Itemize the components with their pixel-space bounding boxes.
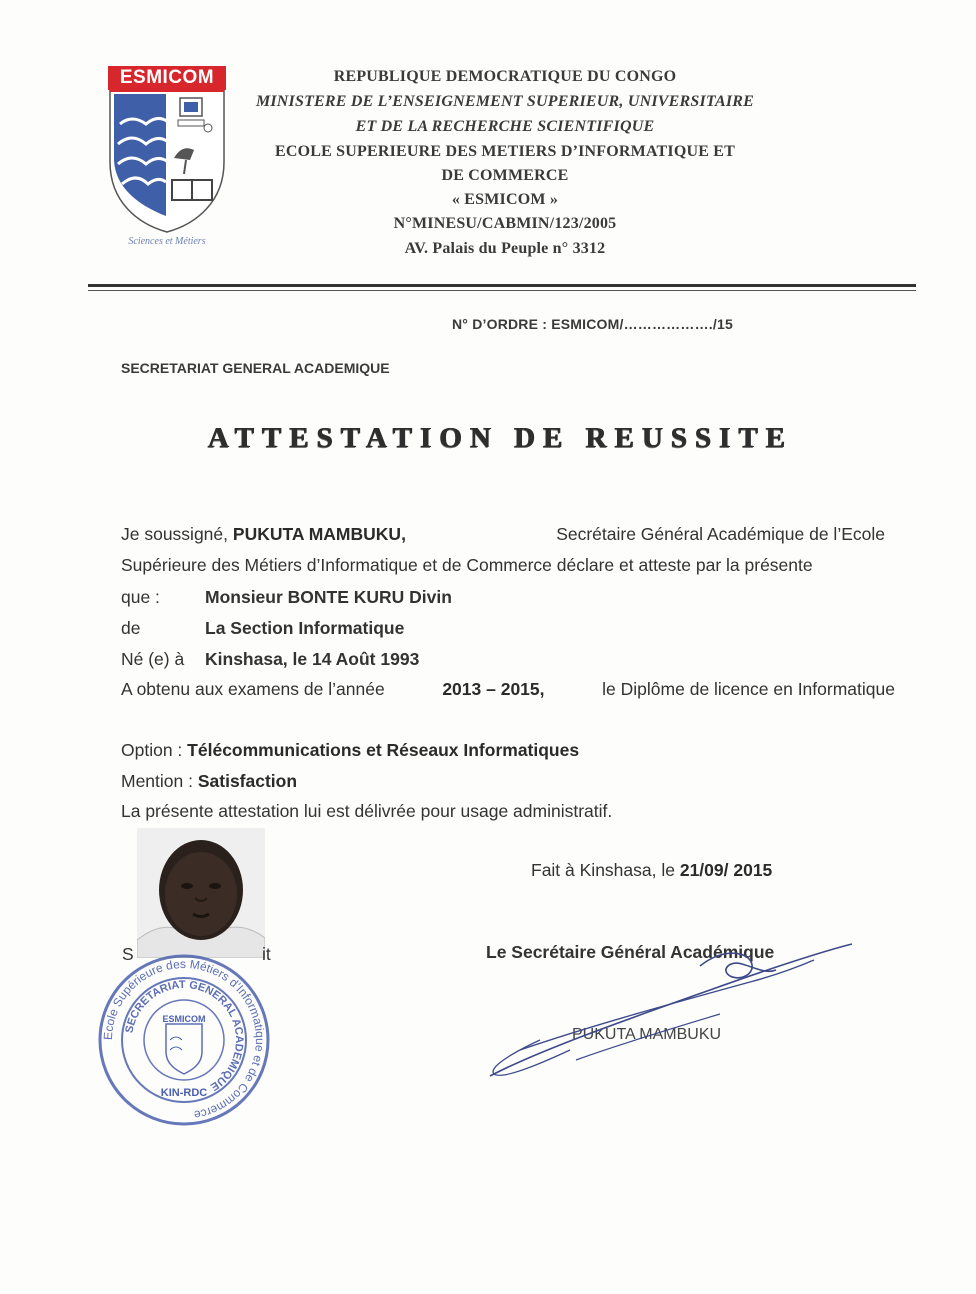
stamp-logo-text: ESMICOM — [162, 1014, 206, 1024]
signatory-title: Le Secrétaire Général Académique — [486, 942, 775, 962]
signer-name: PUKUTA MAMBUKU, — [232, 524, 406, 544]
exam-years: 2013 – 2015, — [442, 679, 545, 699]
official-stamp — [94, 950, 274, 1130]
body-line-2: Supérieure des Métiers d’Informatique et de Commerce déclare et atteste par la présente — [121, 555, 813, 575]
option-value: Télécommunications et Réseaux Informatiques — [187, 740, 580, 760]
document-title: ATTESTATION DE REUSSITE — [207, 422, 793, 454]
fait-line — [531, 860, 772, 881]
handwritten-signature-icon — [480, 930, 860, 1090]
diploma-text: le Diplôme de licence en Informatique — [602, 679, 895, 699]
birth-label: Né (e) à — [121, 649, 185, 669]
header-line-commerce: DE COMMERCE — [441, 167, 569, 184]
birth-value: Kinshasa, le 14 Août 1993 — [205, 649, 420, 669]
header-divider-thick — [88, 284, 916, 287]
header-divider-thin — [88, 290, 916, 291]
header-line-research: ET DE LA RECHERCHE SCIENTIFIQUE — [355, 118, 655, 135]
student-name: Monsieur BONTE KURU Divin — [205, 587, 452, 607]
stamp-inner-text: SECRETARIAT GENERAL ACADEMIQUE — [123, 978, 246, 1093]
section-value: La Section Informatique — [205, 618, 405, 638]
intro-text: Je soussigné, — [121, 524, 229, 544]
usage-line: La présente attestation lui est délivrée pour usage administratif. — [121, 801, 613, 821]
secretariat-heading: SECRETARIAT GENERAL ACADEMIQUE — [121, 360, 390, 376]
header-line-republic: REPUBLIQUE DEMOCRATIQUE DU CONGO — [333, 68, 677, 85]
student-photo — [137, 828, 265, 958]
stamp-city-text: KIN-RDC — [160, 1087, 208, 1099]
header-line-decree: N°MINESU/CABMIN/123/2005 — [393, 215, 617, 232]
logo-banner-text: ESMICOM — [108, 66, 226, 90]
option-label: Option : — [121, 740, 183, 760]
portrait-icon — [137, 828, 265, 958]
order-number: N° D’ORDRE : ESMICOM/………………./15 — [452, 316, 733, 332]
exam-text: A obtenu aux examens de l’année — [121, 679, 385, 699]
stamp-ring-text: Ecole Supérieure des Métiers d’Informatique et de Commerce — [100, 956, 268, 1123]
fragment-right-text: it — [262, 944, 271, 964]
signer-role: Secrétaire Général Académique de l’Ecole — [556, 524, 885, 544]
section-label: de — [121, 618, 141, 638]
mention-label: Mention : — [121, 771, 193, 791]
option-line — [121, 740, 579, 761]
header-line-address: AV. Palais du Peuple n° 3312 — [404, 240, 606, 257]
header-line-school: ECOLE SUPERIEURE DES METIERS D’INFORMATIQUE ET — [274, 143, 736, 160]
fait-label: Fait à Kinshasa, le — [531, 860, 675, 880]
body-line-1 — [121, 524, 885, 545]
header-line-ministry: MINISTERE DE L’ENSEIGNEMENT SUPERIEUR, UNIVERSITAIRE — [255, 93, 755, 110]
body-line-exam — [121, 679, 895, 700]
logo-motto: Sciences et Métiers — [128, 236, 206, 247]
mention-value: Satisfaction — [197, 771, 298, 791]
header-line-acronym: « ESMICOM » — [451, 191, 559, 208]
fait-date: 21/09/ 2015 — [679, 860, 773, 880]
que-label: que : — [121, 587, 160, 607]
mention-line — [121, 771, 297, 792]
stamp-seal-icon — [94, 950, 274, 1130]
fragment-left-text: S — [122, 944, 134, 964]
signatory-name: PUKUTA MAMBUKU — [572, 1026, 722, 1043]
